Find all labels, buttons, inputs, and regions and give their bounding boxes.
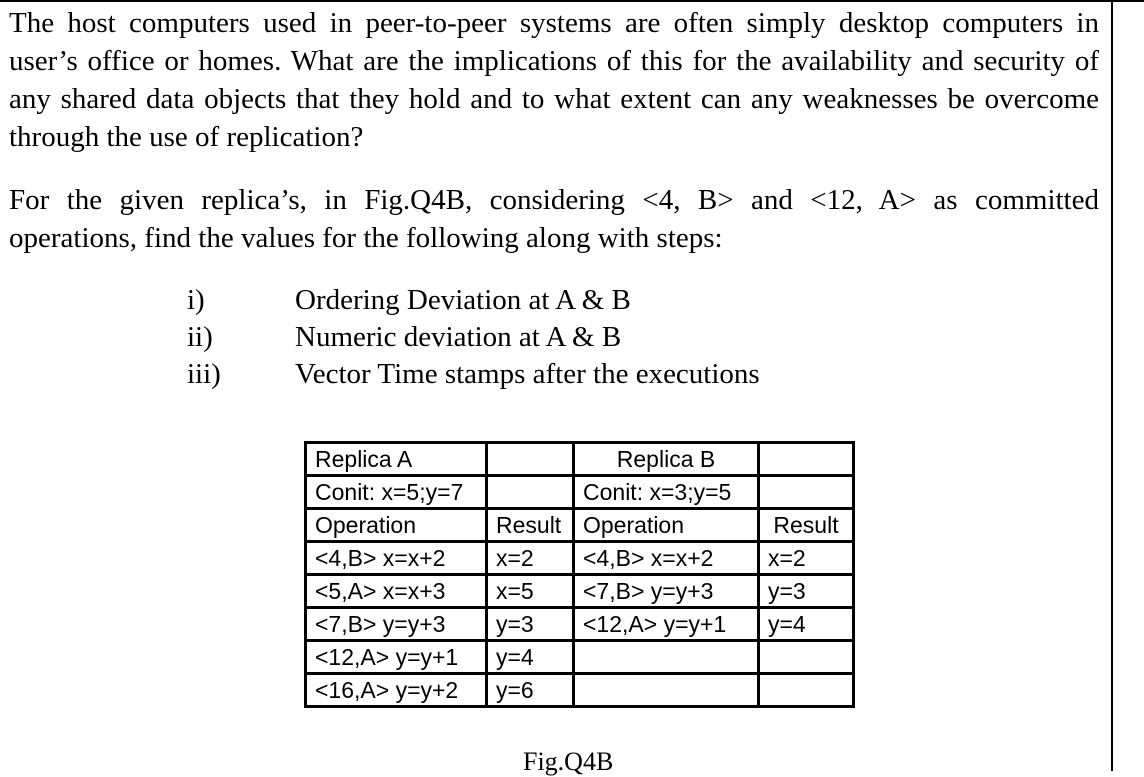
list-item-text: Vector Time stamps after the executions <box>295 358 760 390</box>
replica-b-title: Replica B <box>574 443 759 476</box>
list-item-text: Ordering Deviation at A & B <box>295 284 631 316</box>
replica-a-operation: <5,A> x=x+3 <box>306 575 487 608</box>
figure-caption: Fig.Q4B <box>523 747 614 776</box>
replica-a-conit: Conit: x=5;y=7 <box>306 476 487 509</box>
table-row <box>306 641 854 674</box>
list-item-text: Numeric deviation at A & B <box>295 321 622 353</box>
replica-b-result: y=4 <box>759 608 854 641</box>
empty-cell <box>759 476 854 509</box>
frame-right-border <box>1111 0 1113 771</box>
table-row <box>306 608 854 641</box>
table-row <box>306 575 854 608</box>
table-row <box>306 476 854 509</box>
list-item <box>187 282 760 319</box>
replica-b-operation: <7,B> y=y+3 <box>574 575 759 608</box>
replica-a-result: x=2 <box>487 542 574 575</box>
replica-b-result: x=2 <box>759 542 854 575</box>
frame-corner-border <box>1113 0 1144 2</box>
replica-table <box>304 441 855 708</box>
replica-a-result-header: Result <box>487 509 574 542</box>
empty-cell <box>759 443 854 476</box>
replica-a-result: y=3 <box>487 608 574 641</box>
replica-b-result <box>759 674 854 707</box>
table-row <box>306 542 854 575</box>
replica-b-result-header: Result <box>759 509 854 542</box>
prompt-paragraph: For the given replica’s, in Fig.Q4B, considering <4, B> and <12, A> as committed operations, find the values for the following along with steps: <box>9 184 1099 254</box>
replica-a-result: y=6 <box>487 674 574 707</box>
list-item-number: i) <box>187 284 205 316</box>
table-header-row <box>306 509 854 542</box>
replica-b-operation-header: Operation <box>574 509 759 542</box>
replica-a-result: x=5 <box>487 575 574 608</box>
replica-a-operation: <4,B> x=x+2 <box>306 542 487 575</box>
replica-a-operation-header: Operation <box>306 509 487 542</box>
empty-cell <box>487 443 574 476</box>
list-item-number: ii) <box>187 321 213 353</box>
replica-b-operation: <4,B> x=x+2 <box>574 542 759 575</box>
empty-cell <box>487 476 574 509</box>
list-item-number: iii) <box>187 358 221 390</box>
replica-b-operation <box>574 674 759 707</box>
replica-b-result: y=3 <box>759 575 854 608</box>
replica-a-operation: <12,A> y=y+1 <box>306 641 487 674</box>
table-row <box>306 674 854 707</box>
replica-a-result: y=4 <box>487 641 574 674</box>
list-item <box>187 356 760 393</box>
subquestion-list <box>187 282 760 393</box>
table-row <box>306 443 854 476</box>
question-paragraph: The host computers used in peer-to-peer systems are often simply desktop computers in user’s office or homes. What are the implications of this for the availability and security of any shared data objects that they hold and to what extent can any weaknesses be overcome through the use of replication? <box>9 7 1099 153</box>
frame-top-border <box>0 0 1144 2</box>
list-item <box>187 319 760 356</box>
replica-a-title: Replica A <box>306 443 487 476</box>
replica-a-operation: <16,A> y=y+2 <box>306 674 487 707</box>
replica-a-operation: <7,B> y=y+3 <box>306 608 487 641</box>
replica-b-operation <box>574 641 759 674</box>
replica-b-conit: Conit: x=3;y=5 <box>574 476 759 509</box>
replica-b-result <box>759 641 854 674</box>
replica-b-operation: <12,A> y=y+1 <box>574 608 759 641</box>
